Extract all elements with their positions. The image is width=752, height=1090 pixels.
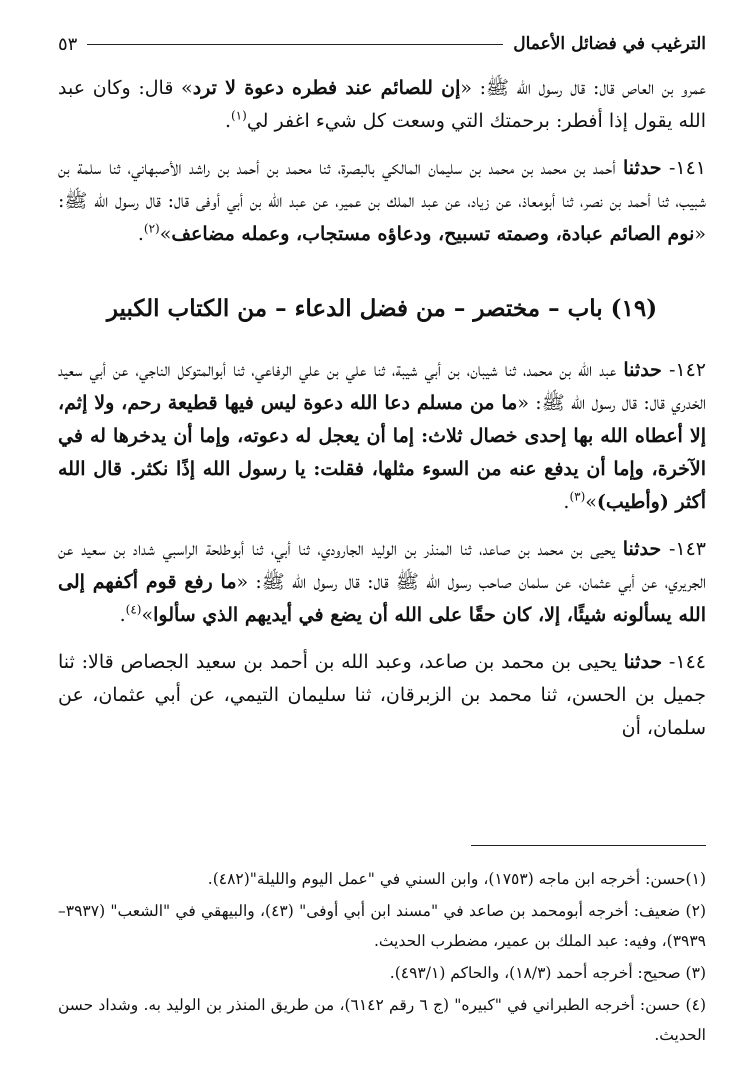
paragraph-continuation bbox=[58, 72, 706, 138]
page-body bbox=[58, 72, 706, 759]
footnote-separator bbox=[471, 845, 706, 846]
paragraph-144 bbox=[58, 646, 706, 745]
hadith-number: ١٤٢- bbox=[661, 359, 706, 381]
text-run: . bbox=[119, 604, 126, 626]
footnote-ref: (٢) bbox=[143, 221, 160, 236]
hadith-number: ١٤١- bbox=[661, 157, 706, 179]
footnote-2: (٢) ضعيف: أخرجه أبومحمد بن صاعد في "مسند ابن أبي أوفى" (٤٣)، والبيهقي في "الشعب" (٣٩٣٧–٣٩٣٩)، وفيه: عبد الملك بن عمير، مضطرب الحديث. bbox=[58, 902, 706, 950]
isnad-text: عبد الله بن محمد، ثنا شيبان، بن أبي شيبة، ثنا علي بن علي الرفاعي، ثنا أبوالمتوكل الناجي، عن أبي سعيد الخدري قال: قال رسول الله ﷺ: « bbox=[58, 359, 706, 414]
hadith-text: نوم الصائم عبادة، وصمته تسبيح، ودعاؤه مستجاب، وعمله مضاعف bbox=[171, 223, 695, 245]
hadith-number: ١٤٣- bbox=[661, 538, 706, 560]
isnad-text: يحيى بن محمد بن صاعد، وعبد الله بن أحمد بن سعيد الجصاص قالا: ثنا جميل بن الحسن، ثنا محمد بن الزبرقان، ثنا سليمان التيمي، عن أبي عثمان، عن سلمان، أن bbox=[58, 651, 706, 739]
text-run: » bbox=[159, 223, 172, 245]
isnad-text: أحمد بن محمد بن محمد بن سليمان المالكي بالبصرة، ثنا محمد بن أحمد بن راشد الأصبهاني، ثنا سلمة بن شبيب، ثنا أحمد بن نصر، ثنا أبومعاذ، عن زياد، عن عبد الملك بن عمير، عن عبد الله بن أبي أوفى قال: قال رسول الله ﷺ: « bbox=[58, 157, 706, 245]
page-number: ٥٣ bbox=[58, 33, 78, 55]
text-run: » bbox=[585, 491, 597, 513]
hadith-text: ما رفع قوم أكفهم إلى الله يسألونه شيئًا، إلا، كان حقًا على الله أن يضع في أيديهم الذي سألوا bbox=[58, 571, 706, 626]
running-title: الترغيب في فضائل الأعمال bbox=[513, 34, 706, 54]
page-header bbox=[58, 30, 706, 58]
hadith-text: ما من مسلم دعا الله دعوة ليس فيها قطيعة رحم، ولا إثم، إلا أعطاه الله بها إحدى خصال ثلاث: إما أن يعجل له دعوته، وإما أن يدخرها له في الآخرة، وإما أن يدفع عنه من السوء مثلها، فقلت: يا رسول الله إذًا نكثر. قال الله أكثر (وأطيب) bbox=[58, 392, 706, 513]
text-run: » bbox=[141, 604, 154, 626]
footnote-ref: (٤) bbox=[125, 602, 142, 617]
footnote-1: (١)حسن: أخرجه ابن ماجه (١٧٥٣)، وابن السني في "عمل اليوم والليلة"(٤٨٢). bbox=[207, 870, 706, 888]
hadith-number: ١٤٤- bbox=[662, 651, 706, 673]
isnad-text: يحيى بن محمد بن صاعد، ثنا المنذر بن الوليد الجارودي، ثنا أبي، ثنا أبوطلحة الراسبي شداد بن سعيد عن الجريري، عن أبي عثمان، عن سلمان صاحب رسول الله ﷺ قال: قال رسول الله ﷺ: « bbox=[58, 538, 707, 593]
footnote-4: (٤) حسن: أخرجه الطبراني في "كبيره" (ج ٦ رقم ٦١٤٢)، من طريق المنذر بن الوليد به. وشداد حسن الحديث. bbox=[58, 996, 706, 1044]
paragraph-141 bbox=[58, 152, 706, 251]
text-run: . bbox=[563, 491, 570, 513]
text-run: . bbox=[137, 223, 144, 245]
footnotes bbox=[58, 845, 706, 1052]
lead-word: حدثنا bbox=[623, 651, 663, 673]
footnote-ref: (١) bbox=[230, 108, 247, 123]
lead-word: حدثنا bbox=[623, 157, 662, 179]
lead-word: حدثنا bbox=[622, 538, 662, 560]
text-run: . bbox=[224, 110, 231, 132]
header-rule bbox=[87, 44, 503, 45]
footnote-ref: (٣) bbox=[569, 489, 586, 504]
paragraph-142 bbox=[58, 354, 706, 519]
hadith-text: إن للصائم عند فطره دعوة لا ترد bbox=[192, 77, 461, 99]
paragraph-143 bbox=[58, 533, 706, 632]
text-run: عمرو بن العاص قال: قال رسول الله ﷺ: « bbox=[460, 77, 707, 99]
footnote-3: (٣) صحيح: أخرجه أحمد (١٨/٣)، والحاكم (٤٩٣/١). bbox=[389, 964, 706, 982]
chapter-heading: (١٩) باب – مختصر – من فضل الدعاء – من الكتاب الكبير bbox=[106, 295, 658, 322]
lead-word: حدثنا bbox=[623, 359, 662, 381]
footnote-separator-wrap bbox=[58, 845, 706, 864]
text-run: » قال: وكان عبد الله يقول إذا أفطر: برحمتك التي وسعت كل شيء اغفر لي bbox=[58, 77, 706, 132]
